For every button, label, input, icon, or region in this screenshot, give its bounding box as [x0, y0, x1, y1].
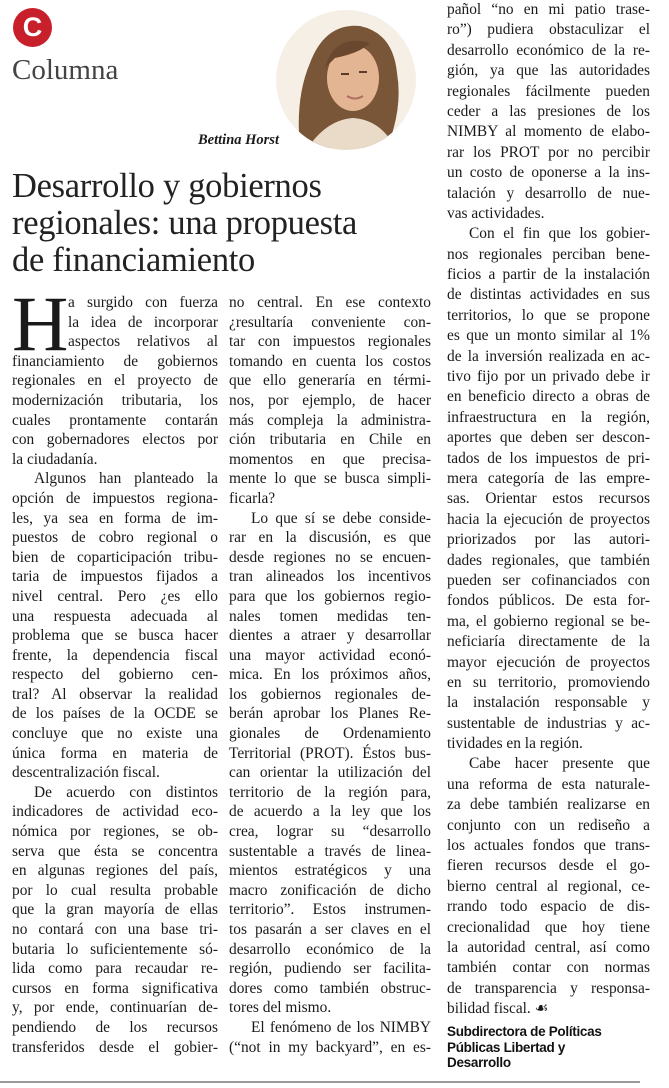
text-line: con gobernadores electos por: [12, 431, 218, 449]
text-line: Algunos han planteado la: [34, 470, 218, 488]
text-line: no central. En ese contexto: [229, 294, 431, 311]
text-line: una respuesta adecuada al: [12, 607, 218, 625]
text-line: pueden ser cofinanciados con: [447, 571, 650, 589]
text-line: la ciudadanía.: [12, 450, 98, 468]
text-line: de la inversión realizada en ac-: [447, 347, 650, 365]
text-line: gionales de Ordenamiento: [229, 725, 431, 743]
text-line: en algunas regiones del país,: [12, 862, 218, 880]
paragraph: [229, 509, 431, 1018]
text-line: rrando todo espacio de dis-: [447, 898, 650, 916]
text-line: berán aprobar los Planes Re-: [229, 705, 431, 723]
text-line: sustentable de industrias y ac-: [447, 714, 650, 732]
text-line: territorio de la región para,: [229, 783, 431, 801]
text-line: momentos en que precisa-: [229, 450, 431, 468]
text-line: sustentable a través de linea-: [229, 842, 431, 860]
text-line: fieren recursos desde el go-: [447, 857, 650, 875]
paragraph: [229, 293, 431, 509]
text-line: mayor ejecución de proyectos: [447, 653, 650, 671]
text-line: que la gran mayoría de ellas: [12, 901, 218, 919]
text-line: tar con impuestos regionales: [229, 333, 431, 351]
text-line: El fenómeno de los NIMBY: [251, 1018, 431, 1036]
section-label: Columna: [12, 54, 119, 86]
text-line: tivo fijo por un privado debe ir: [447, 368, 650, 386]
signature-line: Desarrollo: [447, 1055, 511, 1070]
text-line: tomando en cuenta los costos: [229, 352, 431, 370]
article-column-2: [229, 293, 431, 1057]
text-line: talación y desarrollo de nue-: [447, 184, 650, 202]
text-line: puestos de cobro regional o: [12, 529, 218, 547]
signature-line: Subdirectora de Políticas: [447, 1024, 602, 1039]
text-line: nales tomen medidas ten-: [229, 607, 431, 625]
text-line: ficios a partir de la instalación: [447, 266, 650, 284]
article-column-1: [12, 280, 218, 1057]
text-line: más compleja la administra-: [229, 411, 431, 429]
text-line: para que los gobiernos regio-: [229, 587, 431, 605]
text-line: no contará con una base tri-: [12, 921, 218, 938]
text-line: descentralización fiscal.: [12, 764, 160, 782]
text-line: ción tributaria en Chile en: [229, 431, 431, 449]
text-line: a surgido con fuerza: [68, 294, 218, 311]
text-line: vas actividades.: [447, 204, 545, 222]
paragraph: [12, 469, 218, 783]
text-line: territorio”. Estos instrumen-: [229, 901, 431, 919]
paragraph: [447, 0, 650, 224]
author-photo: [275, 8, 417, 152]
text-line: tores del mismo.: [229, 999, 332, 1017]
paragraph: [12, 783, 218, 1057]
text-line: conjunto con un rediseño a: [447, 816, 650, 834]
text-line: bien de coparticipación tribu-: [12, 548, 218, 566]
text-line: sas. Orientar estos recursos: [447, 490, 650, 508]
text-line: neficiaría directamente de la: [447, 633, 650, 651]
text-line: la idea de incorporar: [68, 313, 218, 331]
text-line: financiamiento de gobiernos: [12, 352, 218, 370]
text-line: tral? Al observar la realidad: [12, 685, 218, 703]
text-line: por lo cual resulta probable: [12, 881, 218, 899]
author-signature: [447, 1024, 602, 1071]
text-line: mera categoría de las empre-: [447, 469, 650, 487]
article-column-3: [447, 0, 650, 1020]
text-line: rar los PROT por no percibir: [447, 143, 650, 161]
drop-cap: H: [12, 280, 69, 367]
text-line: (“not in my backyard”, en es-: [229, 1038, 431, 1056]
author-name: Bettina Horst: [198, 132, 279, 148]
text-line: de transparencia y responsa-: [447, 979, 650, 997]
text-line: gión, ya que las autoridades: [447, 62, 650, 80]
text-line: también contar con normas: [447, 959, 650, 977]
logo-letter: C: [22, 12, 43, 42]
text-line: desarrollo económico de la re-: [447, 41, 650, 59]
text-line: dores como también obstruc-: [229, 979, 431, 997]
text-line: concluye que no existe una: [12, 725, 218, 743]
paragraph: [447, 224, 650, 754]
text-line: mica. En los próximos años,: [229, 666, 431, 684]
text-line: territorios, lo que se propone: [447, 306, 650, 324]
text-line: nos regionales perciban bene-: [447, 245, 650, 263]
text-line: hacia la ejecución de proyectos: [447, 510, 650, 528]
text-line: crea, lograr su “desarrollo: [229, 823, 431, 841]
text-line: ¿resultaría conveniente con-: [229, 313, 431, 331]
text-line: De acuerdo con distintos: [34, 783, 218, 801]
text-line: ma, el gobierno regional se be-: [447, 612, 650, 630]
text-line: respecto del gobierno cen-: [12, 666, 218, 684]
text-line: za debe también realizarse en: [447, 796, 650, 814]
title-line: Desarrollo y gobiernos: [12, 167, 322, 205]
bottom-rule: [0, 1081, 640, 1083]
text-line: un costo de oponerse a la ins-: [447, 164, 650, 182]
text-line: bilidad fiscal. ☙: [447, 1000, 549, 1018]
text-line: taria de impuestos fijados a: [12, 568, 218, 586]
text-line: Cabe hacer presente que: [469, 755, 650, 773]
text-line: macro zonificación de dicho: [229, 881, 431, 899]
text-line: butaria lo suficientemente só-: [12, 940, 218, 958]
text-line: problema que se busca hacer: [12, 627, 218, 645]
text-line: la autoridad central, así como: [447, 938, 650, 956]
text-line: desde regiones no se encuen-: [229, 548, 431, 566]
text-line: nómica por regiones, se ob-: [12, 823, 218, 841]
paragraph: [447, 754, 650, 1019]
text-line: dientes a atraer y desarrollar: [229, 627, 431, 645]
text-line: bierno central al regional, ce-: [447, 877, 650, 895]
text-line: Lo que sí se debe conside-: [251, 509, 431, 527]
text-line: que ello generaría en térmi-: [229, 372, 431, 390]
text-line: una mayor actividad econó-: [229, 646, 431, 664]
paragraph: [229, 1018, 431, 1057]
text-line: modernización tributaria, los: [12, 391, 218, 409]
text-line: dades regionales, que también: [447, 551, 650, 569]
text-line: lida como para recaudar re-: [12, 960, 218, 978]
text-line: regionales fácilmente pueden: [447, 82, 650, 100]
text-line: y, por ende, continuarían de-: [12, 999, 218, 1017]
text-line: can orientar la utilización del: [229, 764, 431, 782]
text-line: ro”) pudiera obstaculizar el: [447, 21, 650, 39]
text-line: ficarla?: [229, 489, 276, 507]
text-line: les, ya sea en forma de im-: [12, 509, 218, 527]
text-line: indicadores de actividad eco-: [12, 803, 218, 821]
text-line: aspectos relativos al: [68, 333, 218, 351]
text-line: crecionalidad que hoy tiene: [447, 918, 650, 936]
text-line: región, pudiendo ser facilita-: [229, 960, 431, 978]
text-line: tran alineados los incentivos: [229, 568, 431, 586]
text-line: pañol “no en mi patio trase-: [447, 1, 650, 18]
text-line: cursos en forma significativa: [12, 979, 218, 997]
text-line: mientos estratégicos y una: [229, 862, 431, 880]
text-line: ceder a las presiones de los: [447, 102, 650, 120]
text-line: regionales en el proyecto de: [12, 372, 218, 390]
text-line: los gobiernos regionales de-: [229, 685, 431, 703]
text-line: nos, por ejemplo, de hacer: [229, 391, 431, 409]
brand-logo: [13, 8, 52, 47]
text-line: Territorial (PROT). Éstos bus-: [229, 744, 431, 762]
text-line: cuales prontamente contarán: [12, 411, 218, 429]
title-line: de financiamiento: [12, 241, 256, 279]
article-title: [12, 168, 357, 279]
text-line: frente, la dependencia fiscal: [12, 646, 218, 664]
text-line: pendiendo de los recursos: [12, 1018, 218, 1036]
text-line: NIMBY al momento de elabo-: [447, 123, 650, 141]
text-line: tos pasarán a ser claves en el: [229, 921, 431, 938]
text-line: fondos públicos. De esta for-: [447, 592, 650, 610]
text-line: de acuerdo a la ley que los: [229, 803, 431, 821]
text-line: en su territorio, promoviendo: [447, 673, 650, 691]
text-line: mente lo que se busca simpli-: [229, 470, 431, 488]
text-line: tividades en la región.: [447, 735, 583, 753]
text-line: la instalación responsable y: [447, 694, 650, 712]
text-line: opción de impuestos regiona-: [12, 489, 218, 507]
text-line: en beneficio directo a obras de: [447, 388, 650, 406]
text-line: tados de los impuestos de pri-: [447, 449, 650, 467]
text-line: única forma en materia de: [12, 744, 218, 762]
text-line: de distintas actividades en sus: [447, 286, 650, 304]
text-line: Con el fin que los gobier-: [469, 225, 650, 243]
text-line: aportes que deben ser descon-: [447, 429, 650, 447]
text-line: una reforma de esta naturale-: [447, 775, 650, 793]
text-line: infraestructura en la región,: [447, 408, 650, 426]
text-line: serva que ésta se concentra: [12, 842, 218, 860]
signature-line: Públicas Libertad y: [447, 1039, 566, 1055]
text-line: es que un monto similar al 1%: [447, 327, 650, 345]
text-line: los actuales fondos que trans-: [447, 837, 650, 855]
text-line: transferidos desde el gobier-: [12, 1038, 218, 1056]
title-line: regionales: una propuesta: [12, 204, 358, 242]
text-line: de los países de la OCDE se: [12, 705, 218, 723]
text-line: rar en la discusión, es que: [229, 529, 431, 547]
text-line: desarrollo económico de la: [229, 940, 431, 958]
text-line: priorizados por las autori-: [447, 531, 650, 549]
text-line: nivel central. Pero ¿es ello: [12, 587, 218, 605]
